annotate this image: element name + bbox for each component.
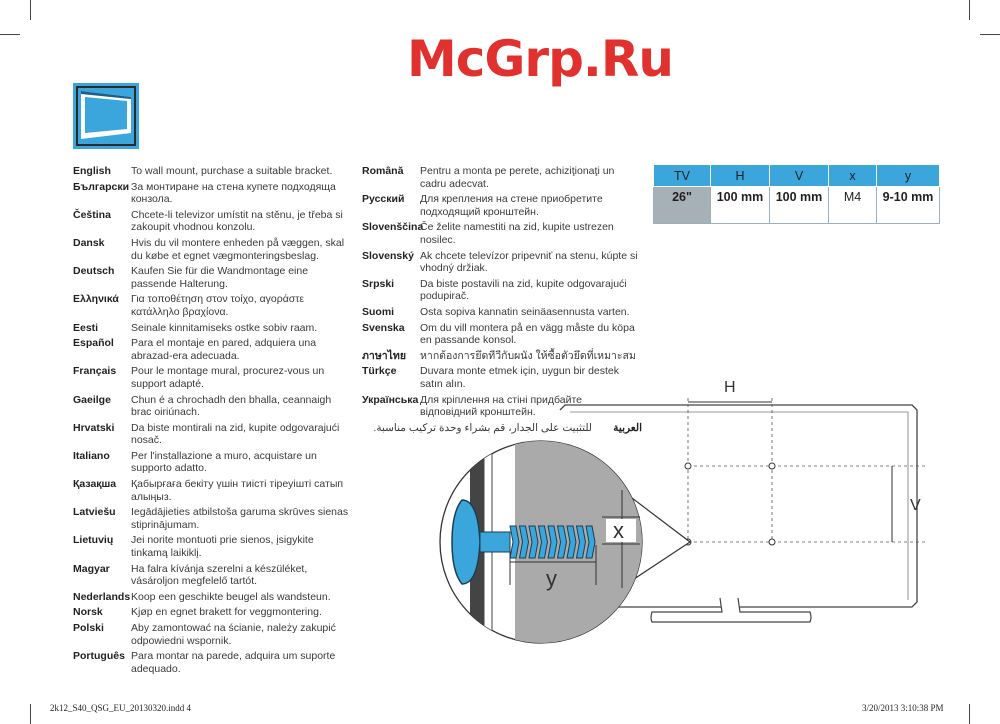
lang-text: Duvara monte etmek için, uygun bir destek satın alın. [420, 365, 620, 390]
lang-text: Hvis du vil montere enheden på væggen, skal du købe et egnet vægmonteringsbeslag. [131, 236, 345, 262]
lang-name: Magyar [73, 562, 110, 575]
spec-header-y: y [877, 165, 940, 187]
lang-name: Қазақша [73, 478, 117, 491]
lang-text: Osta sopiva kannatin seinäasennusta varten. [420, 305, 630, 318]
lang-name: Ελληνικά [73, 293, 119, 306]
lang-name: Norsk [73, 606, 103, 619]
footer-right: 3/20/2013 3:10:38 PM [862, 703, 944, 713]
spec-header-x: x [829, 165, 877, 187]
screw-neck [480, 532, 510, 552]
label-h: H [724, 379, 736, 396]
lang-name-arabic: العربية [613, 421, 642, 434]
mount-hole [685, 463, 691, 469]
lang-name: Gaeilge [73, 393, 111, 406]
lang-text: Ak chcete televízor pripevniť na stenu, kúpte si vhodný držiak. [420, 249, 638, 275]
lang-name: Italiano [73, 449, 110, 462]
screw-head [452, 500, 480, 584]
lang-name: Eesti [73, 321, 99, 334]
lang-text: Для кріплення на стіні придбайте відповідний кронштейн. [420, 393, 582, 419]
lang-text: Aby zamontować na ścianie, należy zakupić odpowiedni wspornik. [131, 622, 336, 647]
lang-name: English [73, 165, 111, 177]
lang-text: Chun é a chrochadh den bhalla, ceannaigh brac oiriúnach. [131, 393, 332, 419]
lang-name: Suomi [362, 305, 395, 318]
lang-text: Για τοποθέτηση στον τοίχο, αγοράστε κατάλληλο βραχίονα. [131, 293, 305, 318]
lang-text: Iegādājieties atbilstoša garuma skrūves sienas stiprinājumam. [131, 506, 349, 531]
lang-name: Čeština [73, 208, 111, 221]
lang-text-arabic: للتثبيت على الجدار، قم بشراء وحدة تركيب مناسبة. [373, 421, 592, 434]
label-y: y [546, 566, 557, 591]
lang-text: Pentru a monta pe perete, achiziţionaţi un cadru adecvat. [420, 165, 615, 190]
lang-name: Latviešu [73, 506, 116, 519]
lang-name: Dansk [73, 236, 105, 249]
spec-value-y: 9-10 mm [877, 187, 940, 224]
lang-text: Jei norite montuoti prie sienos, įsigykite tinkamą laikiklį. [131, 534, 314, 560]
watermark: McGrp.Ru [407, 30, 673, 88]
lang-name: Türkçe [362, 365, 397, 378]
lang-text: Pour le montage mural, procurez-vous un support adapté. [131, 365, 325, 390]
mount-hole [769, 463, 775, 469]
lang-text: Kaufen Sie für die Wandmontage eine passende Halterung. [131, 265, 309, 290]
lang-text: Kjøp en egnet brakett for veggmontering. [131, 606, 322, 619]
spec-value-x: M4 [829, 187, 877, 224]
label-x: x [613, 518, 624, 543]
spec-header-tv: TV [654, 165, 711, 187]
lang-name: Español [73, 337, 114, 350]
lang-name: Български [73, 180, 130, 193]
screw-thread [510, 526, 595, 558]
lang-text: За монтиране на стена купете подходяща конзола. [131, 180, 336, 206]
lang-text: Om du vill montera på en vägg måste du köpa en passande konsol. [420, 321, 635, 347]
lang-name: Русский [362, 193, 405, 206]
tv-stand [651, 598, 811, 622]
lang-name: Français [73, 365, 117, 378]
lang-name: Slovenščina [362, 221, 424, 234]
spec-header-h: H [711, 165, 770, 187]
footer-left: 2k12_S40_QSG_EU_20130320.indd 4 [50, 703, 192, 713]
lang-text: Koop een geschikte beugel als wandsteun. [131, 590, 331, 603]
lang-text: Para el montaje en pared, adquiera una abrazad-era adecuada. [131, 337, 317, 362]
lang-name: Português [73, 650, 125, 663]
spec-header-v: V [770, 165, 829, 187]
lang-name: Lietuvių [73, 534, 114, 547]
label-v: V [910, 497, 921, 514]
spec-value-v: 100 mm [770, 187, 829, 224]
lang-name: Deutsch [73, 265, 115, 278]
lang-name: Nederlands [73, 590, 131, 603]
lang-text: Для крепления на стене приобретите подходящий кронштейн. [420, 193, 603, 218]
lang-text: Seinale kinnitamiseks ostke sobiv raam. [131, 321, 318, 334]
lang-text: To wall mount, purchase a suitable bracket. [131, 165, 333, 177]
lang-text: Para montar na parede, adquira um suporte adequado. [131, 650, 336, 675]
lang-text: Per l'installazione a muro, acquistare un supporto adatto. [131, 449, 317, 475]
lang-text: Da biste montirali na zid, kupite odgovarajući nosač. [131, 421, 340, 447]
lang-text: Қабырғаға бекіту үшін тиісті тіреуішті сатып алыңыз. [131, 478, 344, 503]
lang-text: Ha falra kívánja szerelni a készüléket, vásároljon megfelelő tartót. [131, 562, 308, 588]
lang-text: Če želite namestiti na zid, kupite ustrezen nosilec. [420, 221, 614, 246]
lang-name: Polski [73, 622, 104, 634]
lang-name: Slovenský [362, 249, 414, 262]
lang-name: ภาษาไทย [362, 349, 406, 362]
lang-name: Srpski [362, 277, 395, 290]
lang-name: Hrvatski [73, 421, 115, 434]
mount-hole [769, 539, 775, 545]
lang-text: Da biste postavili na zid, kupite odgovarajući podupirač. [420, 277, 627, 303]
lang-name: Svenska [362, 321, 405, 334]
lang-text: หากต้องการยึดทีวีกับผนัง ให้ซื้อตัวยึดที่เหมาะสม [420, 349, 636, 362]
lang-name: Română [362, 165, 404, 177]
lang-text: Chcete-li televizor umístit na stěnu, je třeba si zakoupit vhodnou konzolu. [131, 208, 343, 234]
lang-name: Українська [362, 393, 419, 406]
spec-value-tv: 26" [654, 187, 711, 224]
spec-value-h: 100 mm [711, 187, 770, 224]
